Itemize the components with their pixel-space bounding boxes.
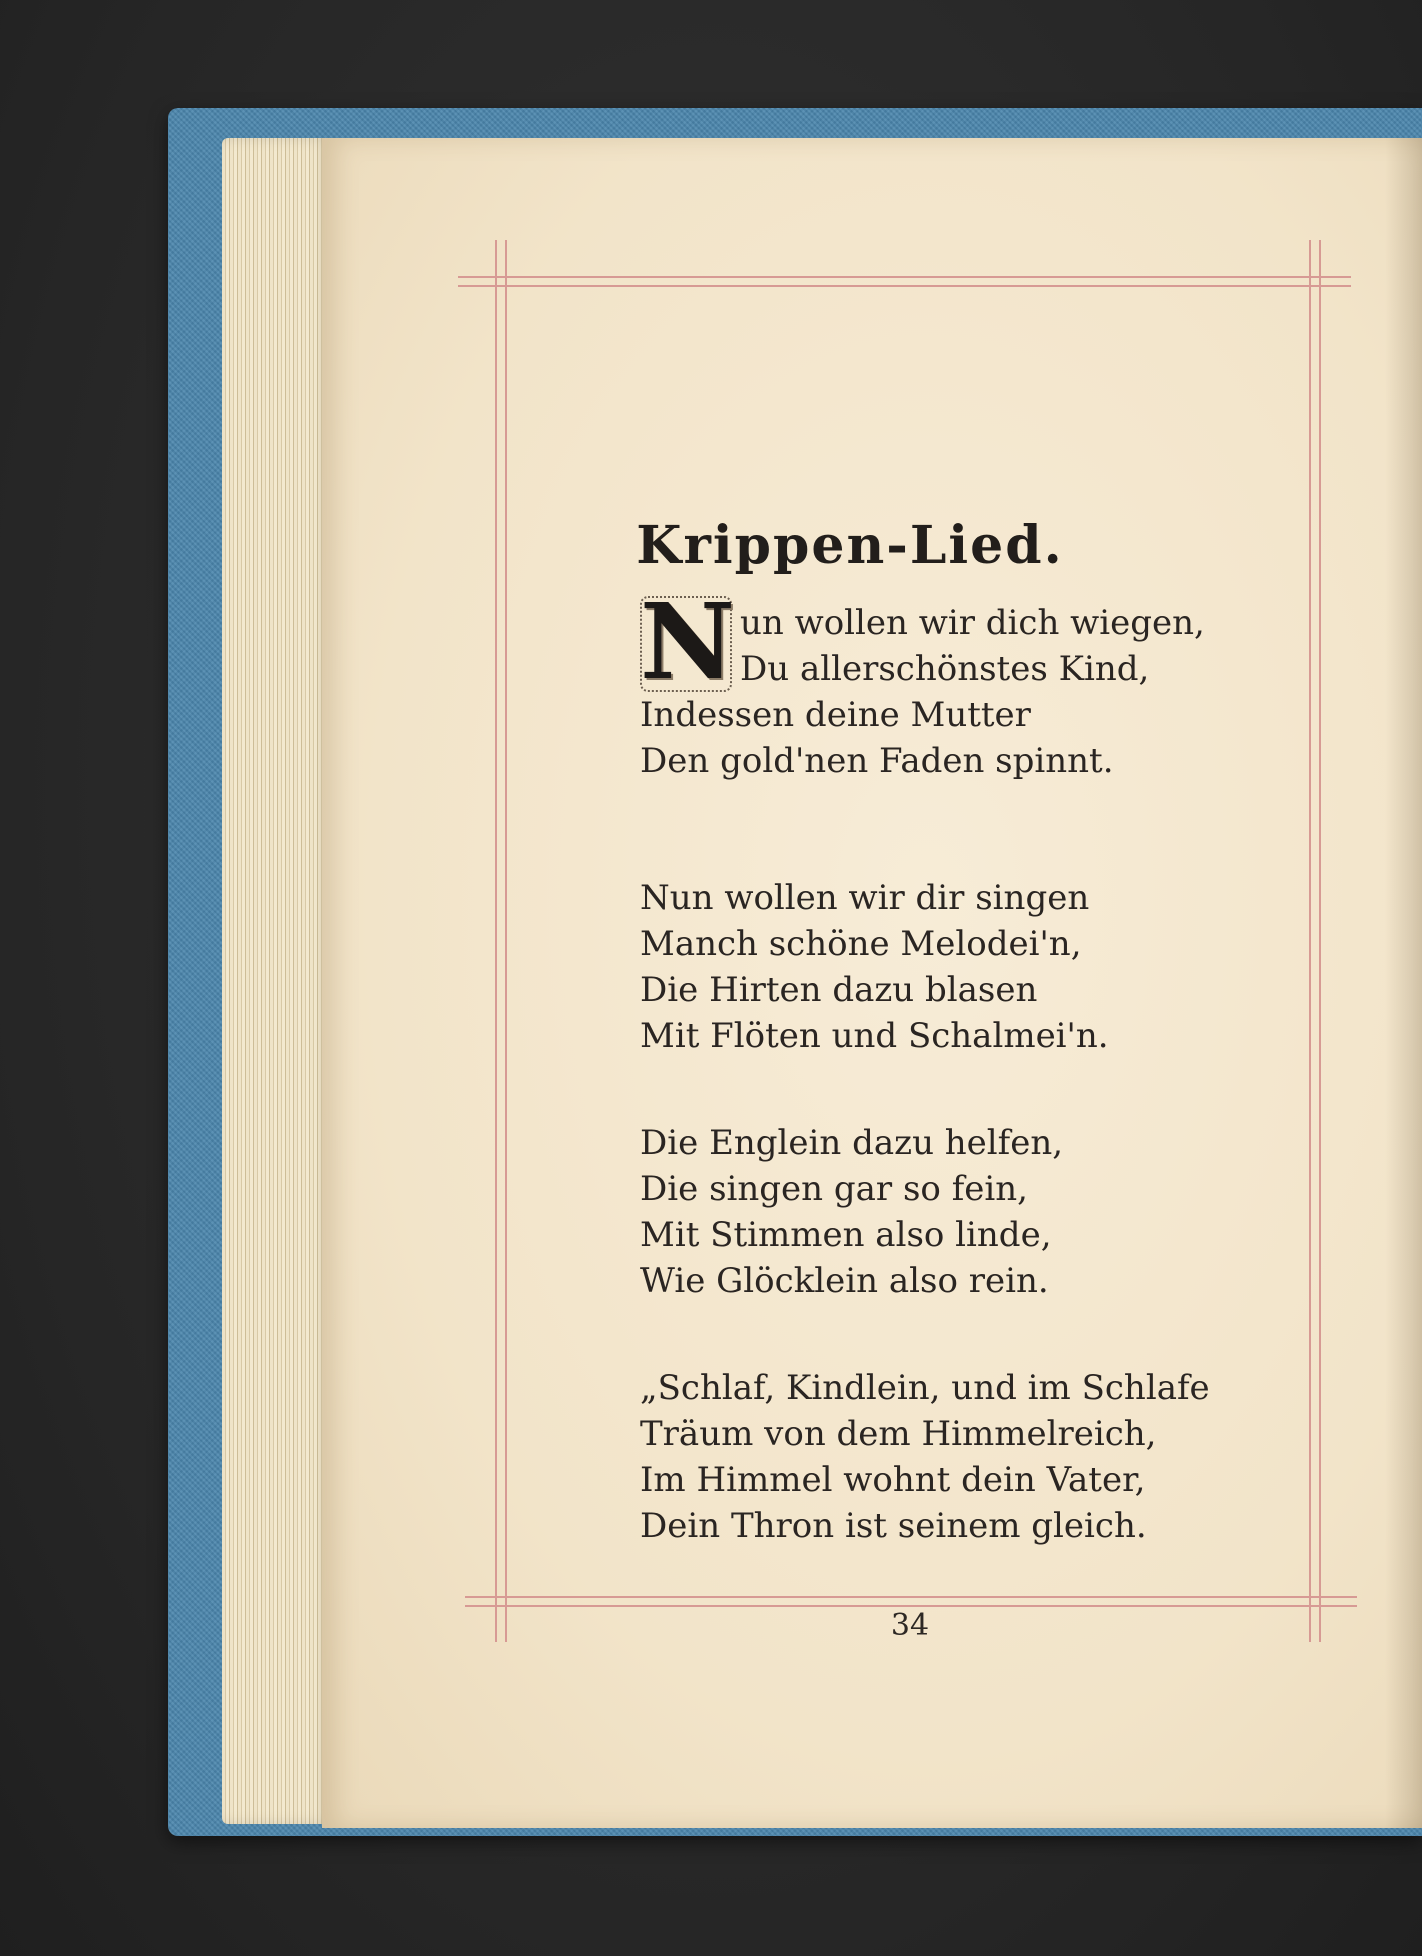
border-rule-right-2 — [1319, 240, 1321, 1642]
border-rule-left-1 — [495, 240, 497, 1642]
poem-line: Träum von dem Himmelreich, — [640, 1414, 1157, 1454]
stanza-3 — [640, 1120, 1260, 1304]
page-edges — [222, 138, 332, 1824]
poem-line: Mit Stimmen also linde, — [640, 1215, 1052, 1255]
drop-cap: N — [640, 580, 736, 703]
border-rule-bottom-1 — [465, 1596, 1357, 1598]
poem-line: Manch schöne Melodei'n, — [640, 924, 1082, 964]
stanza-1 — [640, 580, 1260, 784]
poem-line: Du allerschönstes Kind, — [740, 649, 1150, 689]
poem-line: Die Englein dazu helfen, — [640, 1123, 1064, 1163]
poem-line: Indessen deine Mutter — [640, 695, 1031, 735]
stanza-4 — [640, 1365, 1260, 1549]
poem-line: Dein Thron ist seinem gleich. — [640, 1506, 1147, 1546]
border-rule-left-2 — [505, 240, 507, 1642]
border-rule-top-2 — [458, 285, 1351, 287]
page-gutter-shadow — [1385, 138, 1422, 1828]
border-rule-right-1 — [1309, 240, 1311, 1642]
poem-line: Den gold'nen Faden spinnt. — [640, 741, 1114, 781]
poem-line: Im Himmel wohnt dein Vater, — [640, 1460, 1146, 1500]
poem-line: Die singen gar so fein, — [640, 1169, 1028, 1209]
poem-line: Nun wollen wir dir singen — [640, 878, 1090, 918]
poem-line: „Schlaf, Kindlein, und im Schlafe — [640, 1368, 1210, 1408]
poem-title: Krippen-Lied. — [636, 515, 1064, 576]
poem-line: Die Hirten dazu blasen — [640, 970, 1038, 1010]
poem-line: Mit Flöten und Schalmei'n. — [640, 1016, 1109, 1056]
border-rule-bottom-2 — [465, 1605, 1357, 1607]
stanza-2 — [640, 875, 1260, 1059]
poem-line: un wollen wir dich wiegen, — [740, 603, 1205, 643]
border-rule-top-1 — [458, 276, 1351, 278]
page-number: 34 — [890, 1608, 930, 1643]
poem-line: Wie Glöcklein also rein. — [640, 1261, 1049, 1301]
